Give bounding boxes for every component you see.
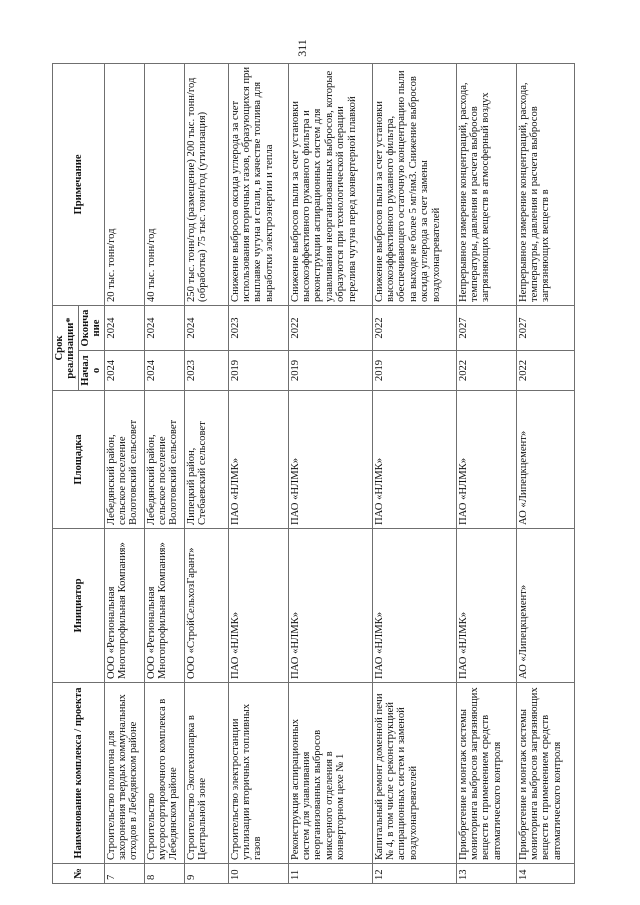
start-year: 2022 (516, 351, 574, 391)
header-initiator: Инициатор (53, 529, 105, 683)
end-year: 2024 (104, 305, 144, 350)
table-row (144, 63, 184, 883)
project-name: Строительство мусоросортировочного комплекса в Лебедянском районе (144, 683, 184, 864)
project-name: Капитальный ремонт доменной печи № 4, в том числе с реконструкцией аспирационных систем и заменой воздухонагревателей (372, 683, 456, 864)
project-name: Реконструкция аспирационных систем для улавливания неорганизованных выбросов миксерного отделения в конверторном цехе № 1 (288, 683, 372, 864)
start-year: 2019 (288, 351, 372, 391)
start-year: 2024 (104, 351, 144, 391)
row-number: 11 (288, 864, 372, 884)
end-year: 2022 (372, 305, 456, 350)
site: Лебедянский район, сельское поселение Волотовский сельсовет (144, 391, 184, 529)
end-year: 2023 (228, 305, 288, 350)
projects-table (52, 63, 575, 884)
site: ПАО «НЛМК» (456, 391, 516, 529)
initiator: АО «Липецкцемент» (516, 529, 574, 683)
site: Липецкий район, Стебаевский сельсовет (184, 391, 228, 529)
table-row (456, 63, 516, 883)
row-number: 10 (228, 864, 288, 884)
note: Снижение выбросов пыли за счет установки высокоэффективного рукавного фильтра и реконструкции аспирационных систем для улавливания неорганизованных выбросов, которые образуются при технологической операции перелива чугуна перед конвертерной плавкой (288, 63, 372, 305)
note: Непрерывное измерение концентраций, расхода, температуры, давления и расчета выбросов загрязняющих веществ в (516, 63, 574, 305)
initiator: ООО «СтройСельхозГарант» (184, 529, 228, 683)
table-row (104, 63, 144, 883)
initiator: ООО «Региональная Многопрофильная Компания» (144, 529, 184, 683)
row-number: 9 (184, 864, 228, 884)
row-number: 13 (456, 864, 516, 884)
table-row (184, 63, 228, 883)
initiator: ПАО «НЛМК» (456, 529, 516, 683)
initiator: ООО «Региональная Многопрофильная Компания» (104, 529, 144, 683)
note: 20 тыс. тонн/год (104, 63, 144, 305)
note: Снижение выбросов оксида углерода за счет использования вторичных газов, образующихся при выплавке чугуна и стали, в качестве топлива для выработки электроэнергии и тепла (228, 63, 288, 305)
start-year: 2023 (184, 351, 228, 391)
end-year: 2022 (288, 305, 372, 350)
note: 250 тыс. тонн/год (размещение) 200 тыс. тонн/год (обработка) 75 тыс. тонн/год (утилизация) (184, 63, 228, 305)
end-year: 2024 (144, 305, 184, 350)
project-name: Приобретение и монтаж системы мониторинга выбросов загрязняющих веществ с применением средств автоматического контроля (456, 683, 516, 864)
header-num: № (53, 864, 105, 884)
initiator: ПАО «НЛМК» (228, 529, 288, 683)
project-name: Строительство полигона для захоронения твердых коммунальных отходов в Лебедянском районе (104, 683, 144, 864)
header-site: Площадка (53, 391, 105, 529)
row-number: 14 (516, 864, 574, 884)
start-year: 2024 (144, 351, 184, 391)
header-start: Начало (78, 351, 104, 391)
initiator: ПАО «НЛМК» (288, 529, 372, 683)
start-year: 2019 (372, 351, 456, 391)
project-name: Приобретение и монтаж системы мониторинга выбросов загрязняющих веществ с применением средств автоматического контроля (516, 683, 574, 864)
table-container (52, 64, 612, 884)
table-row (372, 63, 456, 883)
project-name: Строительство Экотехнопарка в Центральной зоне (184, 683, 228, 864)
row-number: 12 (372, 864, 456, 884)
header-term: Срок реализации* (53, 305, 79, 390)
site: АО «Липецкцемент» (516, 391, 574, 529)
row-number: 8 (144, 864, 184, 884)
site: ПАО «НЛМК» (228, 391, 288, 529)
initiator: ПАО «НЛМК» (372, 529, 456, 683)
start-year: 2022 (456, 351, 516, 391)
note: Непрерывное измерение концентраций, расхода, температуры, давления и расчета выбросов загрязняющих веществ в атмосферный воздух (456, 63, 516, 305)
header-name: Наименование комплекса / проекта (53, 683, 105, 864)
end-year: 2027 (516, 305, 574, 350)
table-row (516, 63, 574, 883)
note: 40 тыс. тонн/год (144, 63, 184, 305)
site: ПАО «НЛМК» (288, 391, 372, 529)
site: Лебедянский район, сельское поселение Волотовский сельсовет (104, 391, 144, 529)
note: Снижение выбросов пыли за счет установки высокоэффективного рукавного фильтра, обеспечивающего остаточную концентрацию пыли на выходе не более 5 мг/нм3. Снижение выбросов оксида углерода за счет замены воздухонагревателей (372, 63, 456, 305)
header-end: Окончание (78, 305, 104, 350)
project-name: Строительство электростанции утилизации вторичных топливных газов (228, 683, 288, 864)
end-year: 2027 (456, 305, 516, 350)
page-number: 311 (295, 39, 309, 57)
table-row (228, 63, 288, 883)
table-row (288, 63, 372, 883)
site: ПАО «НЛМК» (372, 391, 456, 529)
start-year: 2019 (228, 351, 288, 391)
row-number: 7 (104, 864, 144, 884)
end-year: 2024 (184, 305, 228, 350)
header-note: Примечание (53, 63, 105, 305)
